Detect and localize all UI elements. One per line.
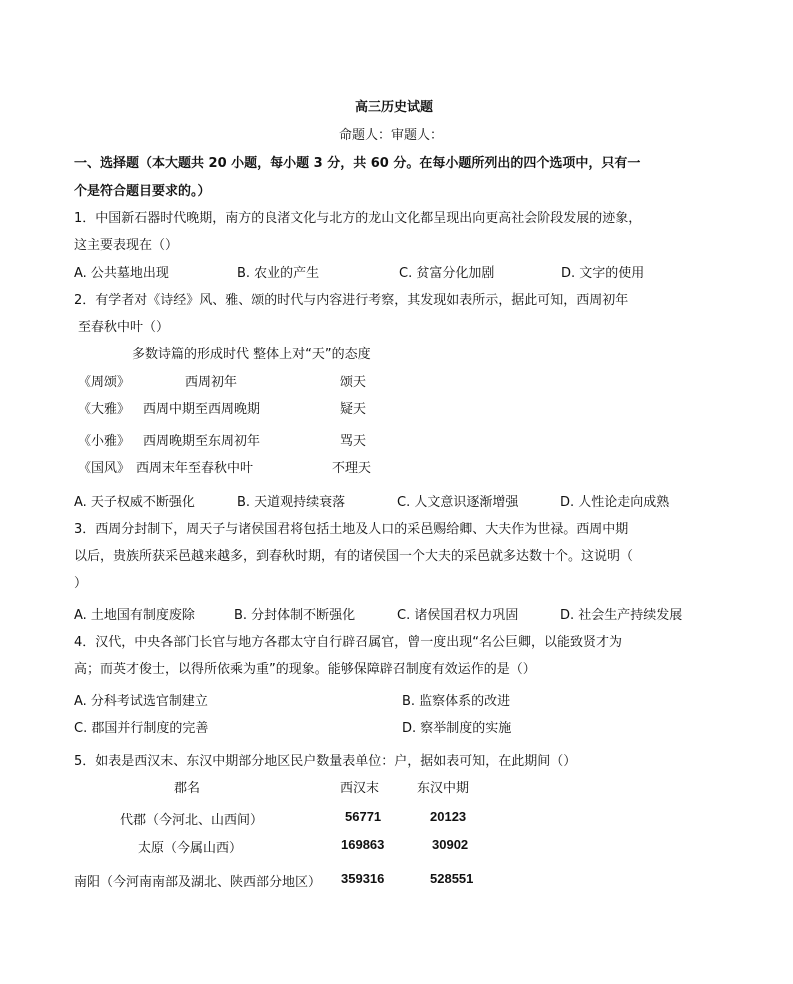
question-1-text-cont: 这主要表现在（） [74, 238, 179, 253]
q1-option-a: A. 公共墓地出现 [74, 266, 169, 281]
q5-header-east: 东汉中期 [417, 781, 470, 796]
q2-row-1-poem: 《周颂》 [78, 375, 131, 390]
q1-option-c: C. 贫富分化加剧 [399, 266, 495, 281]
q2-row-2-attitude: 疑天 [340, 402, 367, 417]
q2-row-4-poem: 《国风》 [78, 461, 131, 476]
q2-row-3-attitude: 骂天 [340, 434, 367, 449]
q2-option-c: C. 人文意识逐渐增强 [397, 495, 519, 510]
q4-option-a: A. 分科考试选官制建立 [74, 694, 208, 709]
q2-row-1-era: 西周初年 [185, 375, 238, 390]
question-2-text: 2．有学者对《诗经》风、雅、颂的时代与内容进行考察，其发现如表所示，据此可知，西周初年 [74, 293, 629, 308]
q2-table-header: 多数诗篇的形成时代 整体上对“天”的态度 [132, 347, 371, 362]
q5-row-1-west: 56771 [345, 809, 382, 824]
q5-row-1-name: 代郡（今河北、山西间） [120, 813, 264, 828]
author-line: 命题人：审题人： [339, 128, 444, 143]
q2-option-a: A. 天子权威不断强化 [74, 495, 195, 510]
q5-row-2-east: 30902 [432, 837, 469, 852]
q5-row-3-name: 南阳（今河南南部及湖北、陕西部分地区） [74, 875, 322, 890]
q5-row-3-west: 359316 [341, 871, 385, 886]
q3-option-d: D. 社会生产持续发展 [560, 608, 683, 623]
q3-option-c: C. 诸侯国君权力巩固 [397, 608, 519, 623]
q2-row-3-poem: 《小雅》 [78, 434, 131, 449]
section-heading: 一、选择题（本大题共 20 小题，每小题 3 分，共 60 分。在每小题所列出的四个选项中，只有一 [74, 156, 641, 171]
q2-option-d: D. 人性论走向成熟 [560, 495, 670, 510]
q4-option-b: B. 监察体系的改进 [402, 694, 511, 709]
question-3-text-end: ） [74, 576, 88, 591]
question-2-text-cont: 至春秋中叶（） [78, 320, 170, 335]
q1-option-b: B. 农业的产生 [237, 266, 320, 281]
q5-header-name: 郡名 [174, 781, 201, 796]
question-1-text: 1．中国新石器时代晚期，南方的良渚文化与北方的龙山文化都呈现出向更高社会阶段发展的迹象， [74, 211, 642, 226]
q4-option-c: C. 郡国并行制度的完善 [74, 721, 209, 736]
q4-option-d: D. 察举制度的实施 [402, 721, 512, 736]
q3-option-a: A. 土地国有制度废除 [74, 608, 195, 623]
q2-row-2-era: 西周中期至西周晚期 [143, 402, 261, 417]
question-4-text-cont: 高；而英才俊士，以得所依乘为重”的现象。能够保障辟召制度有效运作的是（） [74, 662, 536, 677]
q5-row-1-east: 20123 [430, 809, 467, 824]
section-heading-cont: 个是符合题目要求的。） [74, 184, 211, 199]
question-3-text-cont: 以后，贵族所获采邑越来越多，到春秋时期，有的诸侯国一个大夫的采邑就多达数十个。这说明（ [74, 549, 634, 564]
q1-option-d: D. 文字的使用 [561, 266, 645, 281]
question-4-text: 4．汉代，中央各部门长官与地方各郡太守自行辟召属官，曾一度出现“名公巨卿，以能致贤才为 [74, 635, 623, 650]
question-5-text: 5．如表是西汉末、东汉中期部分地区民户数量表单位：户，据如表可知，在此期间（） [74, 754, 577, 769]
q2-row-4-attitude: 不理天 [332, 461, 372, 476]
question-3-text: 3．西周分封制下，周天子与诸侯国君将包括土地及人口的采邑赐给卿、大夫作为世禄。西周中期 [74, 522, 629, 537]
page-title: 高三历史试题 [355, 100, 434, 115]
q2-row-4-era: 西周末年至春秋中叶 [136, 461, 254, 476]
q2-option-b: B. 天道观持续衰落 [237, 495, 346, 510]
q5-row-2-name: 太原（今属山西） [138, 841, 243, 856]
q5-header-west: 西汉末 [340, 781, 380, 796]
q5-row-3-east: 528551 [430, 871, 474, 886]
q2-row-3-era: 西周晚期至东周初年 [143, 434, 261, 449]
q5-row-2-west: 169863 [341, 837, 385, 852]
q2-row-1-attitude: 颂天 [340, 375, 367, 390]
q2-row-2-poem: 《大雅》 [78, 402, 131, 417]
q3-option-b: B. 分封体制不断强化 [234, 608, 356, 623]
